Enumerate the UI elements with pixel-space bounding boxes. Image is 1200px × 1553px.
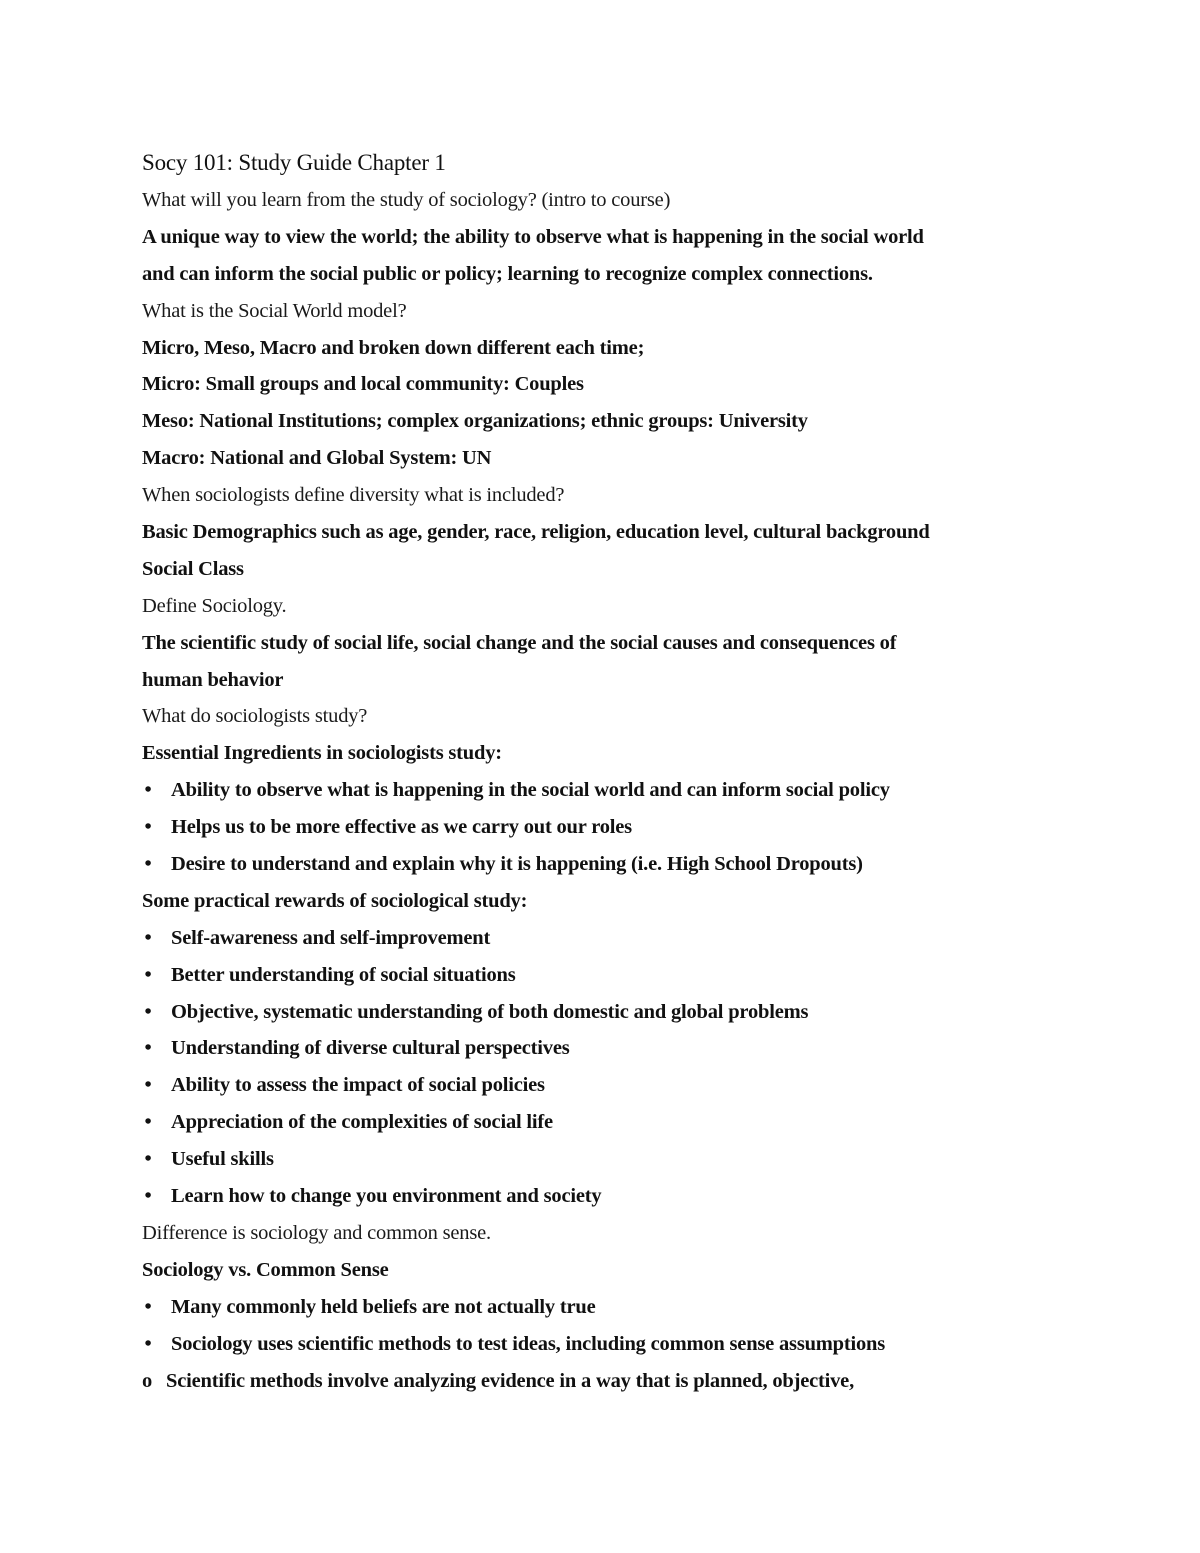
list-item	[142, 1289, 1072, 1326]
bullet-icon: •	[144, 779, 152, 802]
question-line: Define Sociology.	[142, 594, 287, 617]
bullet-icon: •	[144, 1074, 152, 1097]
list-item	[142, 1178, 1072, 1215]
list-item-text: Helps us to be more effective as we carry out our roles	[171, 816, 632, 839]
bullet-icon: •	[144, 926, 152, 949]
list-item-text: Understanding of diverse cultural perspectives	[171, 1037, 570, 1060]
list-item-text: Better understanding of social situations	[171, 963, 516, 986]
answer-line: human behavior	[142, 668, 284, 691]
list-item	[142, 1326, 1072, 1363]
sub-bullet-icon: o	[142, 1369, 153, 1392]
bullet-icon: •	[144, 1111, 152, 1134]
question-line: Difference is sociology and common sense.	[142, 1221, 491, 1244]
answer-line: Macro: National and Global System: UN	[142, 447, 492, 470]
list-item-text: Objective, systematic understanding of both domestic and global problems	[171, 1000, 809, 1023]
bullet-icon: •	[144, 1148, 152, 1171]
answer-line: and can inform the social public or policy; learning to recognize complex connections.	[142, 262, 873, 285]
bullet-icon: •	[144, 1185, 152, 1208]
bullet-icon: •	[144, 963, 152, 986]
page-title: Socy 101: Study Guide Chapter 1	[142, 150, 446, 175]
answer-line: Some practical rewards of sociological study:	[142, 889, 528, 912]
answer-line: Social Class	[142, 557, 244, 580]
list-item-text: Useful skills	[171, 1148, 274, 1171]
question-line: What is the Social World model?	[142, 299, 407, 322]
bullet-icon: •	[144, 1000, 152, 1023]
answer-line: Micro: Small groups and local community: Couples	[142, 373, 584, 396]
sub-list-item-text: Scientific methods involve analyzing evidence in a way that is planned, objective,	[166, 1369, 854, 1392]
list-item	[142, 994, 1072, 1031]
bullet-icon: •	[144, 1037, 152, 1060]
list-item	[142, 772, 1072, 809]
list-item	[142, 809, 1072, 846]
list-item	[142, 920, 1072, 957]
list-item	[142, 846, 1072, 883]
list-item	[142, 957, 1072, 994]
list-item-text: Desire to understand and explain why it is happening (i.e. High School Dropouts)	[171, 853, 863, 876]
list-item	[142, 1104, 1072, 1141]
list-item-text: Learn how to change you environment and society	[171, 1185, 602, 1208]
answer-line: Sociology vs. Common Sense	[142, 1258, 389, 1281]
answer-line: A unique way to view the world; the ability to observe what is happening in the social world	[142, 225, 924, 248]
list-item-text: Ability to assess the impact of social policies	[171, 1074, 545, 1097]
answer-line: Essential Ingredients in sociologists study:	[142, 742, 502, 765]
question-line: What will you learn from the study of sociology? (intro to course)	[142, 189, 671, 211]
answer-line: Micro, Meso, Macro and broken down different each time;	[142, 336, 645, 359]
document-body	[142, 182, 1072, 1399]
sub-list-item	[142, 1363, 1072, 1400]
answer-line: Meso: National Institutions; complex organizations; ethnic groups: University	[142, 410, 808, 433]
bullet-icon: •	[144, 816, 152, 839]
question-line: What do sociologists study?	[142, 705, 368, 728]
list-item-text: Many commonly held beliefs are not actually true	[171, 1295, 596, 1318]
answer-line: Basic Demographics such as age, gender, race, religion, education level, cultural background	[142, 521, 930, 544]
document-page	[142, 144, 1072, 1399]
question-line: When sociologists define diversity what is included?	[142, 484, 565, 507]
list-item-text: Self-awareness and self-improvement	[171, 926, 491, 949]
bullet-icon: •	[144, 1295, 152, 1318]
list-item	[142, 1067, 1072, 1104]
bullet-icon: •	[144, 853, 152, 876]
list-item	[142, 1030, 1072, 1067]
list-item-text: Sociology uses scientific methods to test ideas, including common sense assumptions	[171, 1332, 886, 1355]
bullet-icon: •	[144, 1332, 152, 1355]
answer-line: The scientific study of social life, social change and the social causes and consequences of	[142, 631, 897, 654]
list-item	[142, 1141, 1072, 1178]
list-item-text: Appreciation of the complexities of social life	[171, 1111, 553, 1134]
list-item-text: Ability to observe what is happening in the social world and can inform social policy	[171, 779, 890, 802]
